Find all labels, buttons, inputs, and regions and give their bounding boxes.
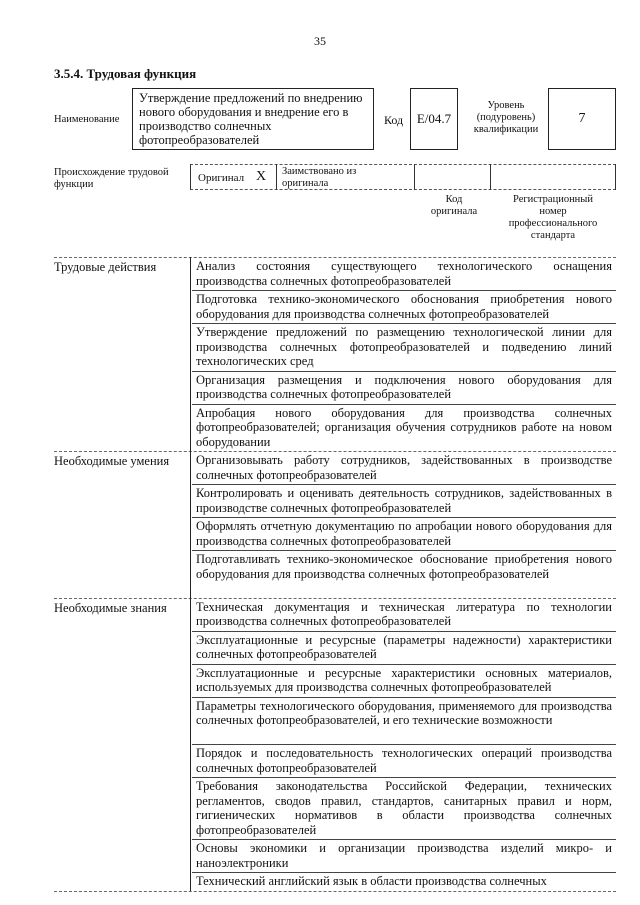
section-title: 3.5.4. Трудовая функция (54, 66, 197, 81)
page-number: 35 (314, 34, 326, 48)
cell-divider (192, 697, 616, 698)
qualification-level-box: 7 (548, 88, 616, 150)
table-cell: Подготовка технико-экономического обоснования приобретения нового оборудования для производства солнечных фотопреобразователей (196, 292, 612, 321)
cell-divider (192, 872, 616, 873)
cell-divider (192, 323, 616, 324)
origin-top-line (190, 164, 616, 165)
original-mark: X (256, 169, 267, 184)
group-divider (54, 891, 616, 892)
column-divider (190, 257, 191, 891)
origin-divider (615, 164, 616, 190)
origin-label: Происхождение трудовой функции (54, 167, 169, 190)
table-cell: Эксплуатационные и ресурсные характеристики основных материалов, используемых для производства солнечных фотопреобразователей (196, 665, 612, 694)
qualification-level-label: Уровень (подуровень) квалификации (473, 100, 539, 135)
cell-divider (192, 371, 616, 372)
cell-divider (192, 404, 616, 405)
code-value-box: E/04.7 (410, 88, 458, 150)
cell-divider (192, 517, 616, 518)
table-cell: Подготавливать технико-экономическое обоснование приобретения нового оборудования для производства солнечных фотопреобразователей (196, 552, 612, 581)
table-cell: Оформлять отчетную документацию по апробации нового оборудования для производства солнечных фотопреобразователей (196, 519, 612, 548)
origin-divider (490, 164, 491, 190)
cell-divider (192, 839, 616, 840)
table-cell: Порядок и последовательность технологических операций производства солнечных фотопреобразователей (196, 746, 612, 775)
table-cell: Параметры технологического оборудования, применяемого для производства солнечных фотопреобразователей, и его технические возможности (196, 698, 612, 727)
function-table (54, 257, 616, 891)
group-divider (54, 598, 616, 599)
table-cell: Организация размещения и подключения нового оборудования для производства солнечных фотопреобразователей (196, 372, 612, 401)
table-cell: Техническая документация и техническая литература по технологии производства солнечных фотопреобразователей (196, 599, 612, 628)
origin-divider (414, 164, 415, 190)
cell-divider (192, 777, 616, 778)
borrowed-label: Заимствовано из оригинала (282, 166, 357, 189)
category-label: Необходимые знания (54, 600, 167, 615)
table-cell: Основы экономики и организации производства изделий микро- и наноэлектроники (196, 841, 612, 870)
origin-divider (276, 164, 277, 190)
table-cell: Требования законодательства Российской Федерации, технических регламентов, сводов правил, стандартов, санитарных правил и норм, гигиенических нормативов в области производства солнечных фотопреобразователей (196, 779, 612, 837)
name-label: Наименование (54, 114, 120, 125)
code-label: Код (384, 113, 404, 127)
code-original-caption: Код оригинала (430, 194, 478, 217)
reg-number-caption: Регистрационный номер профессионального стандарта (508, 194, 598, 241)
table-cell: Анализ состояния существующего технологического оснащения производства солнечных фотопреобразователей (196, 259, 612, 288)
table-cell: Технический английский язык в области производства солнечных (196, 874, 547, 888)
cell-divider (192, 550, 616, 551)
table-cell: Утверждение предложений по размещению технологической линии для производства солнечных фотопреобразователей и подведению линий технологических сред (196, 325, 612, 368)
table-top-line (54, 257, 616, 258)
cell-divider (192, 290, 616, 291)
function-name-box: Утверждение предложений по внедрению нового оборудования и внедрение его в производство солнечных фотопреобразователей (132, 88, 374, 150)
category-label: Трудовые действия (54, 260, 157, 274)
table-cell: Организовывать работу сотрудников, задействованных в производстве солнечных фотопреобразователей (196, 453, 612, 482)
cell-divider (192, 664, 616, 665)
original-label: Оригинал (198, 172, 245, 184)
cell-divider (192, 631, 616, 632)
table-cell: Эксплуатационные и ресурсные (параметры надежности) характеристики солнечных фотопреобразователей (196, 632, 612, 661)
table-cell: Апробация нового оборудования для производства солнечных фотопреобразователей; организация обучения сотрудников работе на новом оборудовании (196, 405, 612, 449)
origin-row (190, 164, 616, 190)
group-divider (54, 451, 616, 452)
cell-divider (192, 484, 616, 485)
origin-divider (190, 164, 191, 190)
origin-bottom-line (190, 189, 616, 190)
cell-divider (192, 744, 616, 745)
table-cell: Контролировать и оценивать деятельность сотрудников, задействованных в производстве солнечных фотопреобразователей (196, 486, 612, 515)
category-label: Необходимые умения (54, 454, 170, 468)
